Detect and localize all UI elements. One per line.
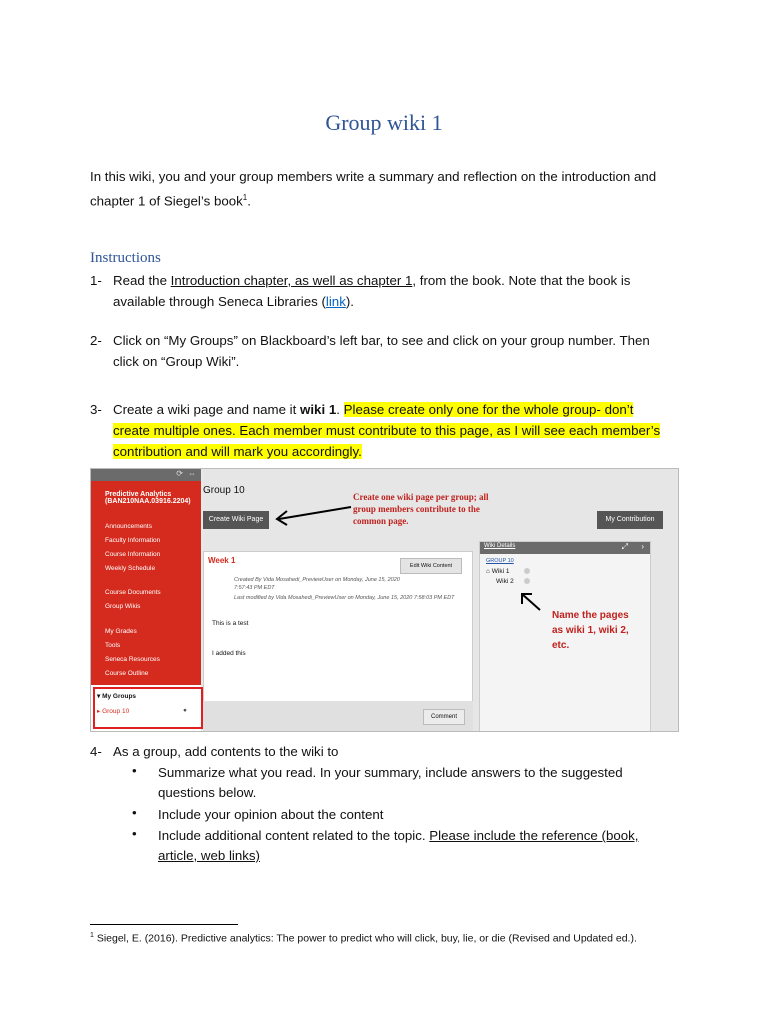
menu-item[interactable]: Course Documents	[105, 589, 161, 596]
intro-paragraph	[90, 166, 680, 211]
item-text-post: , from the book. Note that the book is available through Seneca Libraries (	[113, 273, 631, 309]
group-item-label: Group 10	[102, 708, 130, 715]
instruction-item-3	[90, 399, 680, 463]
page-title: Group wiki 1	[325, 110, 443, 135]
menu-item[interactable]: My Grades	[105, 628, 137, 635]
group-item[interactable]: ▸ Group 10	[97, 708, 130, 715]
bullet-item	[158, 826, 678, 866]
item-text: Click on “My Groups” on Blackboard’s left bar, to see and click on your group number. Then click on “Group Wiki”.	[113, 333, 650, 369]
bullet-icon: •	[132, 763, 137, 778]
my-groups-label[interactable]: ▾ My Groups	[97, 693, 137, 700]
create-wiki-page-button[interactable]: Create Wiki Page	[203, 511, 269, 529]
created-by-text: Created By Vida Mosahedi_PreviewUser on Monday, June 15, 2020 7:57:43 PM EDT	[234, 577, 400, 591]
week-title: Week 1	[208, 556, 236, 565]
instruction-item-1	[90, 270, 680, 314]
bullet-item: Summarize what you read. In your summary, include answers to the suggested questions below.	[158, 765, 623, 800]
wiki-details-link[interactable]: Wiki Details	[484, 543, 516, 549]
sidebar-toolbar	[91, 469, 201, 481]
bullet-text-pre: Include additional content related to the topic.	[158, 828, 430, 843]
arrow-annotation-1	[273, 503, 353, 527]
menu-item[interactable]: Weekly Schedule	[105, 565, 156, 572]
item-text-pre: Read the	[113, 273, 171, 288]
annotation-create-one: Create one wiki page per group; all group members contribute to the common page.	[353, 492, 489, 526]
wiki-body-line: I added this	[212, 650, 246, 657]
menu-item[interactable]: Tools	[105, 642, 121, 649]
bullet-icon: •	[132, 826, 137, 841]
page-options-icon[interactable]	[524, 578, 530, 584]
library-link[interactable]: link	[325, 294, 346, 309]
menu-item[interactable]: Group Wikis	[105, 603, 141, 610]
last-modified-text: Last modified by Vida Mosahedi_PreviewUser on Monday, June 15, 2020 7:58:03 PM EDT	[234, 595, 455, 601]
page-options-icon[interactable]	[524, 568, 530, 574]
footnote-mark: 1	[90, 932, 94, 939]
bullet-icon: •	[132, 805, 137, 820]
item-text	[113, 270, 673, 312]
annotation-name-pages: Name the pages as wiki 1, wiki 2, etc.	[552, 610, 629, 651]
menu-item[interactable]: Course Outline	[105, 670, 149, 677]
my-groups-text: My Groups	[102, 693, 137, 700]
item-text-end: ).	[345, 294, 354, 309]
bullet-item: Include your opinion about the content	[158, 807, 384, 822]
chapter-reference: Introduction chapter, as well as chapter 1	[170, 273, 413, 288]
wiki-details-panel	[479, 541, 651, 732]
my-groups-box	[93, 687, 203, 729]
wiki-page-item[interactable]: ⌂ Wiki 1	[486, 568, 510, 575]
item-text	[113, 399, 673, 462]
course-sidebar	[91, 469, 201, 731]
item-dot: .	[336, 402, 340, 417]
footnote-ref[interactable]: 1	[242, 193, 248, 202]
main-content	[203, 469, 678, 731]
course-menu	[91, 481, 201, 685]
highlighted-note: Please create only one for the whole group- don’t create multiple ones. Each member must contribute to this page, as I will see each member’s contribution and will mark you accordingly.	[113, 402, 661, 459]
chevron-right-icon[interactable]: ›	[641, 542, 644, 551]
reference-requirement: Please include the reference (book, article, web links)	[158, 828, 639, 863]
course-name[interactable]: Predictive Analytics (BAN210NAA.03916.2204)	[105, 491, 191, 505]
item-number: 2-	[90, 333, 102, 348]
instructions-heading: Instructions	[90, 250, 161, 266]
item-number: 4-	[90, 744, 102, 759]
group-label[interactable]: GROUP 10	[486, 558, 514, 564]
footnote	[90, 928, 680, 947]
wiki-page-label: Wiki 1	[491, 568, 510, 575]
instruction-item-2	[90, 330, 680, 374]
blackboard-screenshot	[90, 468, 679, 732]
menu-item[interactable]: Seneca Resources	[105, 656, 160, 663]
arrow-annotation-2	[518, 590, 544, 614]
intro-text: In this wiki, you and your group members write a summary and reflection on the introduction and chapter 1 of Siegel’s book	[90, 169, 657, 209]
my-contribution-button[interactable]: My Contribution	[597, 511, 663, 529]
wiki-details-header	[480, 542, 650, 554]
refresh-icon[interactable]: ⟳	[176, 469, 183, 478]
item-number: 3-	[90, 402, 102, 417]
edit-wiki-content-button[interactable]: Edit Wiki Content	[400, 558, 462, 574]
wiki-name: wiki 1	[300, 402, 337, 417]
item-text: As a group, add contents to the wiki to	[113, 744, 339, 759]
wiki-page-item[interactable]	[496, 578, 514, 585]
comment-bar	[203, 701, 473, 731]
menu-item[interactable]: Course Information	[105, 551, 161, 558]
footnote-text: Siegel, E. (2016). Predictive analytics: The power to predict who will click, buy, lie, or die (Revised and Updated ed.).	[96, 932, 637, 945]
wiki-page-label: Wiki 2	[496, 578, 514, 585]
comment-button[interactable]: Comment	[423, 709, 465, 725]
item-number: 1-	[90, 273, 102, 288]
intro-end: .	[247, 193, 251, 209]
group-title: Group 10	[203, 485, 245, 496]
collapse-icon[interactable]: ⇔	[188, 469, 196, 478]
expand-icon[interactable]: ⤢	[621, 542, 628, 551]
item-text-pre: Create a wiki page and name it	[113, 402, 301, 417]
group-options-icon[interactable]: ●	[183, 707, 187, 714]
bullet-list	[0, 763, 768, 873]
week-1-panel	[203, 551, 473, 703]
menu-item[interactable]: Faculty Information	[105, 537, 161, 544]
menu-item[interactable]: Announcements	[105, 523, 152, 530]
footnote-separator	[90, 924, 238, 925]
wiki-body-line: This is a test	[212, 620, 249, 627]
